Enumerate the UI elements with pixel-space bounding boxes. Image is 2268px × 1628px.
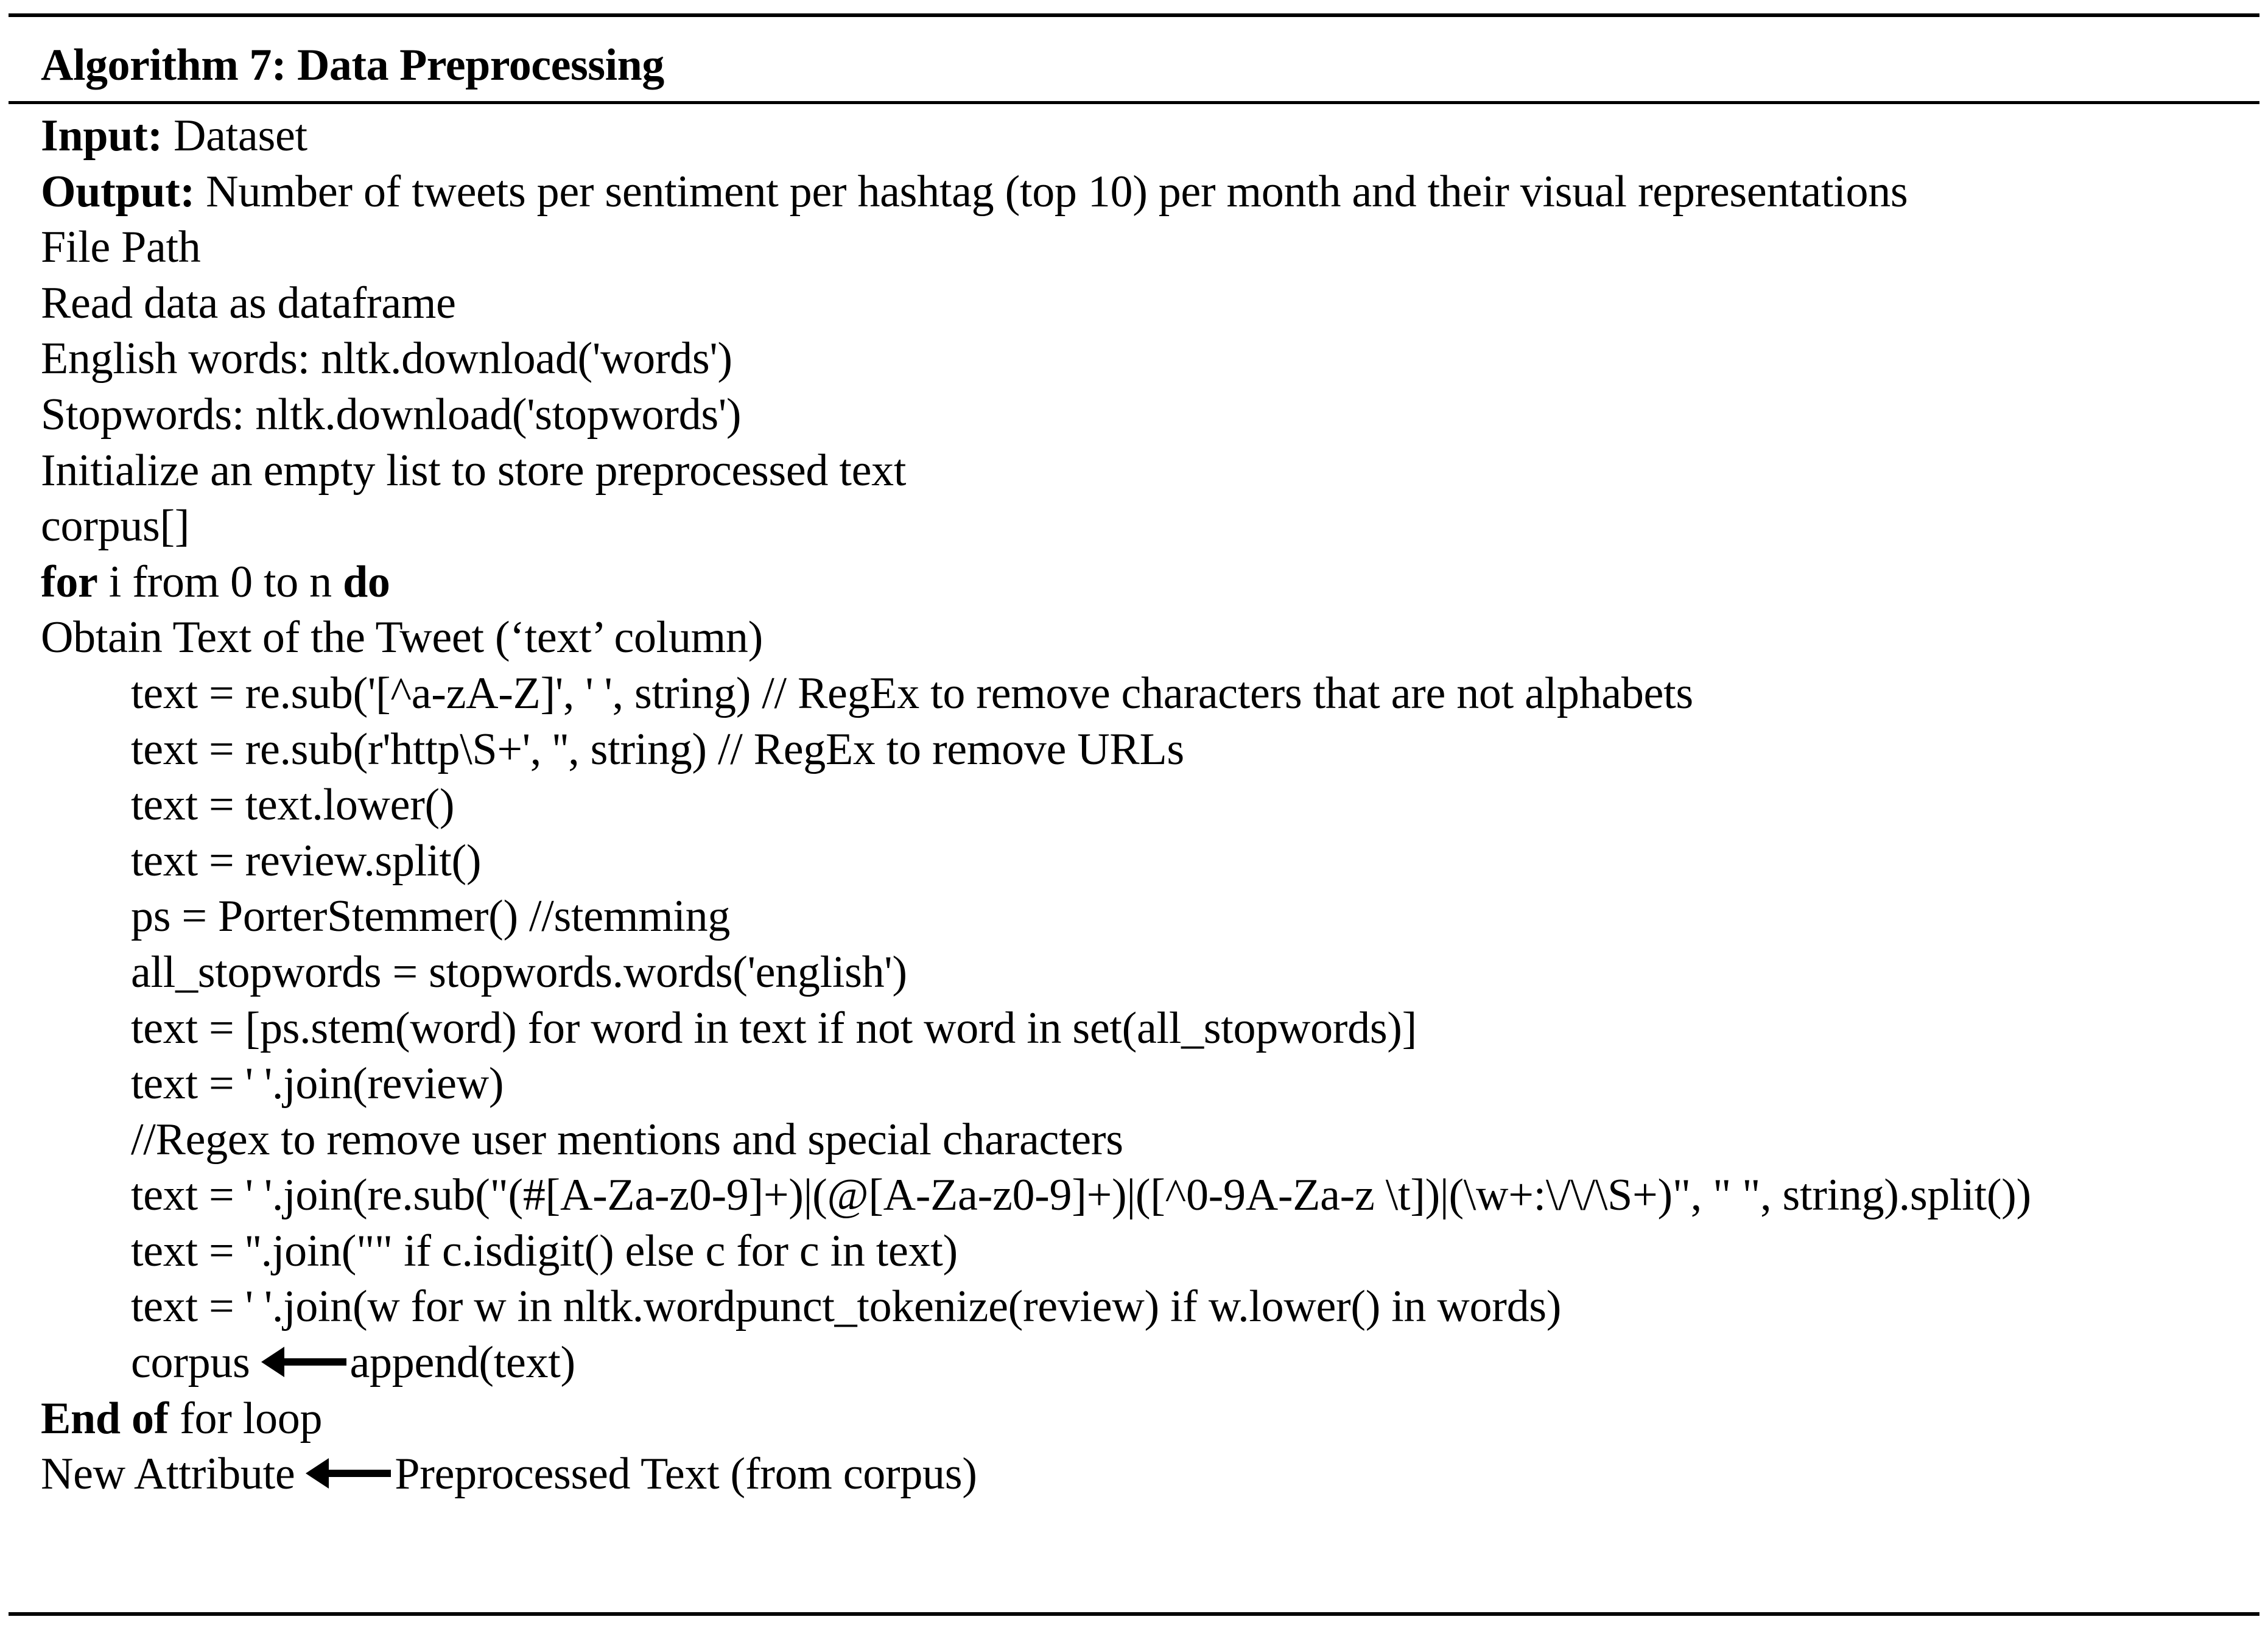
loop-step: all_stopwords = stopwords.words('english') <box>131 947 907 997</box>
algorithm-title: Algorithm 7: Data Preprocessing <box>41 40 664 90</box>
step-line: Stopwords: nltk.download('stopwords') <box>41 389 742 440</box>
end-rest: for loop <box>169 1393 323 1444</box>
loop-step: text = re.sub('[^a-zA-Z]', ' ', string) // RegEx to remove characters that are not alphabets <box>131 668 1693 718</box>
end-for-line <box>41 1391 2227 1447</box>
step-line: Read data as dataframe <box>41 278 456 328</box>
step-line: corpus[] <box>41 501 190 552</box>
assign-line <box>41 1447 2227 1503</box>
algorithm-body <box>41 108 2227 1503</box>
output-value: Number of tweets per sentiment per hashtag (top 10) per month and their visual representations <box>206 166 1908 217</box>
for-keyword: for <box>41 556 98 607</box>
loop-step: text = text.lower() <box>131 780 455 830</box>
input-label: Input: <box>41 111 163 161</box>
step-line: English words: nltk.download('words') <box>41 334 732 384</box>
input-value: Dataset <box>173 111 307 161</box>
step-line: File Path <box>41 222 201 273</box>
loop-comment: //Regex to remove user mentions and special characters <box>131 1114 1123 1165</box>
bottom-rule <box>9 1612 2259 1616</box>
regex-step: text = ' '.join(re.sub("(#[A-Za-z0-9]+)|(@[A-Za-z0-9]+)|([^0-9A-Za-z \t])|(\w+:\/\/\S+)", " ", string).split()) <box>131 1170 2031 1221</box>
loop-step: text = [ps.stem(word) for word in text if not word in set(all_stopwords)] <box>131 1003 1417 1053</box>
loop-step: text = ' '.join(review) <box>131 1059 504 1109</box>
assign-target: New Attribute <box>41 1449 295 1500</box>
obtain-line: Obtain Text of the Tweet (‘text’ column) <box>41 612 763 663</box>
append-source: append(text) <box>349 1338 575 1388</box>
for-range: i from 0 to n <box>97 556 343 607</box>
end-keyword: End of <box>41 1393 169 1444</box>
left-arrow-icon <box>261 1347 346 1377</box>
loop-step: ps = PorterStemmer() //stemming <box>131 891 731 942</box>
assign-source: Preprocessed Text (from corpus) <box>395 1449 977 1500</box>
output-line <box>41 164 2227 220</box>
step-line: Initialize an empty list to store preprocessed text <box>41 445 907 496</box>
loop-step: text = review.split() <box>131 835 482 886</box>
loop-step: text = ''.join("" if c.isdigit() else c for c in text) <box>131 1226 958 1276</box>
top-rule <box>9 13 2259 17</box>
input-line <box>41 108 2227 164</box>
append-line <box>41 1335 2227 1391</box>
header-rule <box>9 101 2259 104</box>
output-label: Output: <box>41 166 195 217</box>
do-keyword: do <box>343 556 390 607</box>
loop-step: text = re.sub(r'http\S+', '', string) // RegEx to remove URLs <box>131 724 1184 774</box>
for-line <box>41 555 2227 611</box>
left-arrow-icon <box>306 1458 391 1489</box>
loop-step: text = ' '.join(w for w in nltk.wordpunct_tokenize(review) if w.lower() in words) <box>131 1282 1562 1332</box>
append-target: corpus <box>131 1338 250 1388</box>
